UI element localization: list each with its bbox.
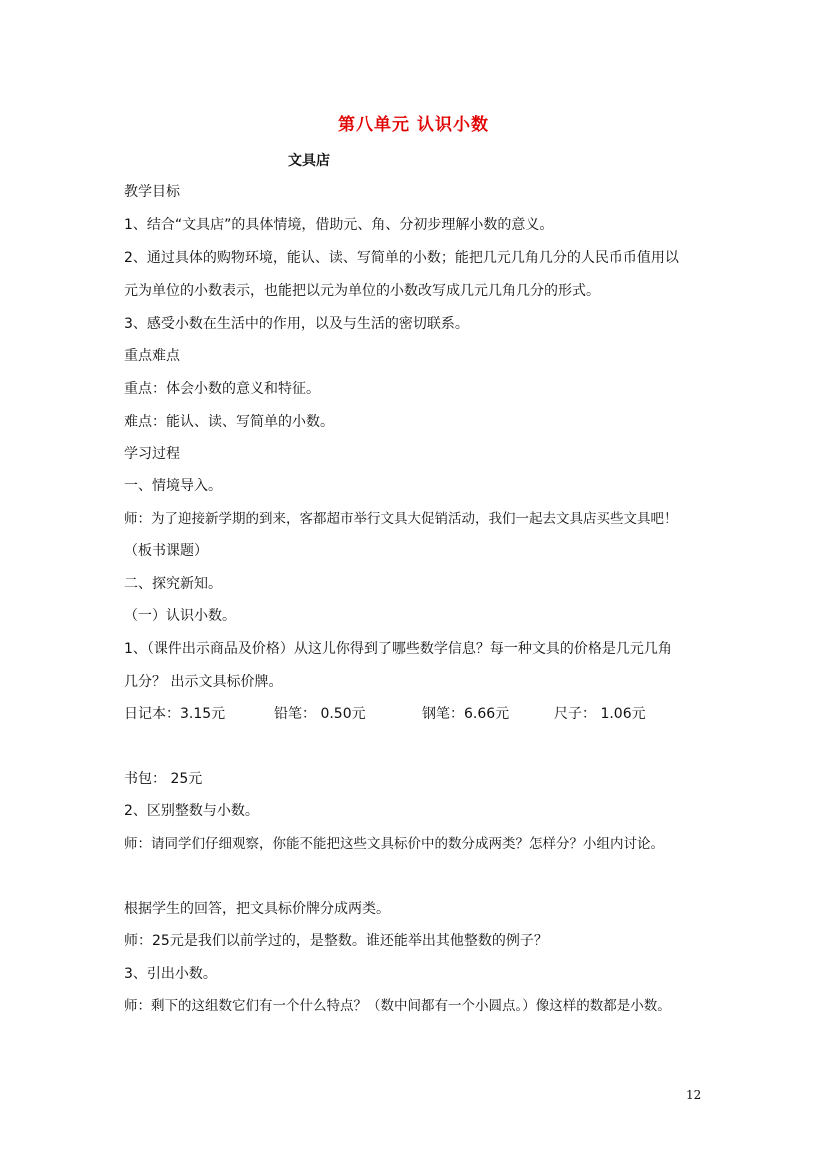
heading-key-points: 重点难点 [124, 348, 180, 364]
step-3: 3、引出小数。 [124, 966, 217, 982]
objective-2a: 2、通过具体的购物环境，能认、读、写简单的小数；能把几元几角几分的人民币币值用以 [124, 250, 679, 266]
objective-1: 1、结合“文具店”的具体情境，借助元、角、分初步理解小数的意义。 [124, 217, 554, 233]
step-1a: 1、（课件出示商品及价格）从这儿你得到了哪些数学信息？每一种文具的价格是几元几角 [124, 641, 672, 657]
step-1b: 几分？ 出示文具标价牌。 [124, 674, 283, 690]
key-point: 重点：体会小数的意义和特征。 [124, 381, 320, 397]
step-2: 2、区别整数与小数。 [124, 803, 259, 819]
teacher-line-2: 师：请同学们仔细观察，你能不能把这些文具标价中的数分成两类？怎样分？小组内讨论。 [124, 836, 664, 852]
price-ruler: 尺子： 1.06元 [554, 706, 646, 722]
teacher-line-1: 师：为了迎接新学期的到来，客都超市举行文具大促销活动，我们一起去文具店买些文具吧！ [124, 511, 678, 527]
page-number: 12 [686, 1088, 702, 1102]
lesson-subtitle: 文具店 [288, 153, 330, 169]
objective-3: 3、感受小数在生活中的作用，以及与生活的密切联系。 [124, 316, 469, 332]
classify-note: 根据学生的回答，把文具标价牌分成两类。 [124, 901, 390, 917]
teacher-line-3: 师：25元是我们以前学过的，是整数。谁还能举出其他整数的例子？ [124, 933, 548, 949]
price-schoolbag: 书包： 25元 [124, 771, 203, 787]
subsection-1: （一）认识小数。 [124, 608, 236, 624]
teacher-line-4: 师：剩下的这组数它们有一个什么特点？（数中间都有一个小圆点。）像这样的数都是小数。 [124, 998, 671, 1014]
price-diary: 日记本：3.15元 [124, 706, 226, 722]
board-note: （板书课题） [124, 543, 208, 559]
heading-process: 学习过程 [124, 446, 180, 462]
price-pen: 钢笔：6.66元 [422, 706, 510, 722]
unit-title: 第八单元 认识小数 [338, 115, 489, 135]
heading-objectives: 教学目标 [124, 184, 180, 200]
objective-2b: 元为单位的小数表示，也能把以元为单位的小数改写成几元几角几分的形式。 [124, 283, 600, 299]
price-pencil: 铅笔： 0.50元 [274, 706, 366, 722]
section-2: 二、探究新知。 [124, 576, 222, 592]
difficult-point: 难点：能认、读、写简单的小数。 [124, 414, 334, 430]
section-1: 一、情境导入。 [124, 478, 222, 494]
price-list [124, 705, 646, 723]
